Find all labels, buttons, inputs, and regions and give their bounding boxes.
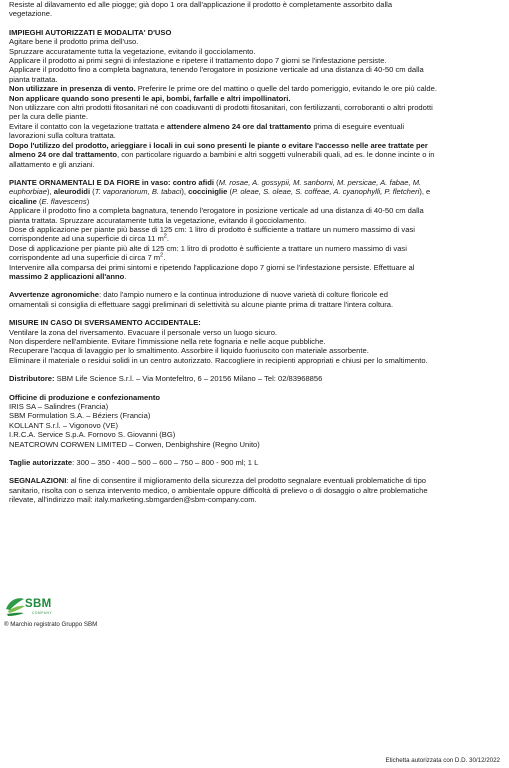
impieghi-line: pianta trattata. xyxy=(9,74,58,84)
misure-line: Ventilare la zona del riversamento. Evacuare il personale verso un luogo sicuro. xyxy=(9,327,278,337)
intervenire: Intervenire alla comparsa dei primi sintomi e ripetendo l'applicazione dopo 7 giorni se l'infestazione persiste. Effettuare al massimo 2 applicazioni all'anno. xyxy=(9,262,415,281)
officine-line: SBM Formulation S.A. – Béziers (Francia) xyxy=(9,411,151,421)
contatto-warning: Evitare il contatto con la vegetazione trattata e attendere almeno 24 ore dal trattamento prima di eseguire eventuali lavorazioni sulla coltura trattata. xyxy=(9,121,405,141)
officine-line: I.R.C.A. Service S.p.A. Fornovo S. Giovanni (BG) xyxy=(9,430,176,440)
impieghi-heading: IMPIEGHI AUTORIZZATI E MODALITA' D'USO xyxy=(9,27,172,37)
api-warning: Non applicare quando sono presenti le api, bombi, farfalle e altri impollinatori. xyxy=(9,93,291,103)
misure-line: Recuperare l'acqua di lavaggio per lo smaltimento. Assorbire il liquido fuoriuscito con materiale assorbente. xyxy=(9,346,369,356)
authorization-footer: Etichetta autorizzata con D.D. 30/12/2022 xyxy=(385,757,500,764)
dose-high: Dose di applicazione per piante più alte di 125 cm: 1 litro di prodotto è sufficiente a trattare un numero massimo di vasi corrispondente ad una superficie di circa 7 $m^2$. xyxy=(9,243,407,263)
misure-line: Eliminare il materiale o residui solidi in un centro autorizzato. Raccogliere in recipienti appropriati e chiusi per lo smaltimento. xyxy=(9,355,428,365)
arieggiare-warning: Dopo l'utilizzo del prodotto, arieggiare i locali in cui sono presenti le piante o evitare l'accesso nelle aree trattate per almeno 24 ore dal trattamento, con particolare riguardo a bambini e altri soggetti vulnerabili quali, ad es. le donne incinte o in allattamento e gli anziani. xyxy=(9,140,435,169)
label-text xyxy=(9,0,501,505)
logo-wordmark: SBM xyxy=(25,598,52,610)
misure-heading: MISURE IN CASO DI SVERSAMENTO ACCIDENTALE: xyxy=(9,318,201,328)
vento-warning: Non utilizzare in presenza di vento. Preferire le prime ore del mattino o quelle del tardo pomeriggio, evitando le ore più calde. xyxy=(9,84,437,94)
piante-instructions: Applicare il prodotto fino a completa bagnatura, tenendo l'erogatore in posizione verticale ad una distanza di 40-50 cm dalla pianta trattata. Spruzzare accuratamente tutta la vegetazione, evitando il gocciolamento. xyxy=(9,206,424,225)
impieghi-line: Agitare bene il prodotto prima dell'uso. xyxy=(9,37,139,47)
impieghi-line: Spruzzare accuratamente tutta la vegetazione, evitando il gocciolamento. xyxy=(9,46,256,56)
impieghi-line: Applicare il prodotto fino a completa bagnatura, tenendo l'erogatore in posizione verticale ad una distanza di 40-50 cm dalla xyxy=(9,65,424,75)
officine-line: NEATCROWN CORWEN LIMITED – Corwen, Denbighshire (Regno Unito) xyxy=(9,439,260,449)
trademark-note: ® Marchio registrato Gruppo SBM xyxy=(4,621,98,628)
impieghi-line: Applicare il prodotto ai primi segni di infestazione e ripetere il trattamento dopo 7 giorni se l'infestazione persiste. xyxy=(9,56,387,66)
officine-line: KOLLANT S.r.l. – Vigonovo (VE) xyxy=(9,420,119,430)
segnalazioni: SEGNALAZIONI: al fine di consentire il miglioramento della sicurezza del prodotto segnalare eventuali problematiche di tipo sanitario, risolta con o senza intervento medico, o ambientale oppure difficoltà di prelievo o di dosaggio o altre problematiche rilevate, all'indirizzo mail: italy.marketing.sbmgarden@sbm-company.com. xyxy=(9,476,428,505)
dose-low: Dose di applicazione per piante più basse di 125 cm: 1 litro di prodotto è sufficiente a trattare un numero massimo di vasi corrispondente ad una superficie di circa 11 $m^2$. xyxy=(9,224,415,244)
officine-line: IRIS SA – Salindres (Francia) xyxy=(9,402,109,412)
logo-subtitle: COMPANY xyxy=(32,611,53,615)
misure-line: Non disperdere nell'ambiente. Evitare l'immissione nella rete fognaria e nelle acque pubbliche. xyxy=(9,337,326,346)
intro-text: Resiste al dilavamento ed alle piogge; già dopo 1 ora dall'applicazione il prodotto è completamente assorbito dalla vegetazione. xyxy=(9,0,393,19)
altri-prodotti: Non utilizzare con altri prodotti fitosanitari né con coadiuvanti di prodotti fitosanitari, con fertilizzanti, corroboranti o altri prodotti per la cura delle piante. xyxy=(9,103,433,122)
taglie: Taglie autorizzate: 300 – 350 - 400 – 500 – 600 – 750 – 800 - 900 ml; 1 L xyxy=(9,458,259,468)
avvertenze: Avvertenze agronomiche: dato l'ampio numero e la continua introduzione di nuove varietà di colture floricole ed ornamentali si consiglia di effettuare saggi preliminari di selettività su alcune piante prima di trattare l'intera coltura. xyxy=(9,290,394,309)
officine-heading: Officine di produzione e confezionamento xyxy=(9,392,161,402)
distributore: Distributore: SBM Life Science S.r.l. – Via Montefeltro, 6 – 20156 Milano – Tel: 02/83968856 xyxy=(9,374,323,384)
piante-target: PIANTE ORNAMENTALI E DA FIORE in vaso: contro afidi (M. rosae, A. gossypii, M. sanborni, M. persicae, A. fabae, M. euphorbiae), aleurodidi (T. vaporariorum, B. tabaci), cocciniglie (P. oleae, S. oleae, S. coffeae, A. cyanophylli, P. fletcheri), e cicaline (E. flavescens) xyxy=(9,177,431,206)
